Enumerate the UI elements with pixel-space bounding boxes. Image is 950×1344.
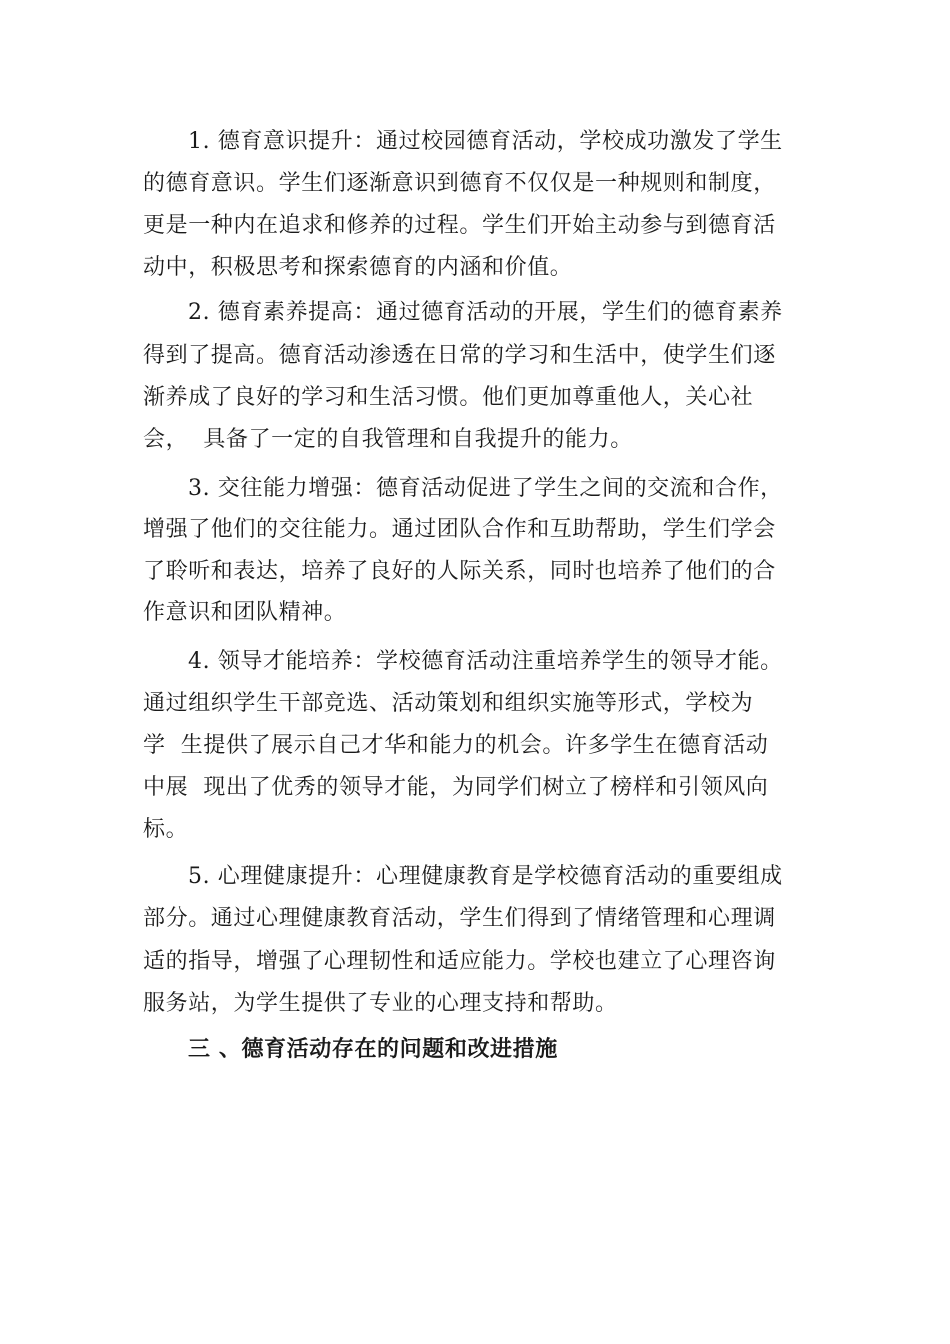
paragraph-line: 3. 交往能力增强：德育活动促进了学生之间的交流和合作，: [188, 476, 783, 501]
paragraph-line: 的德育意识。学生们逐渐意识到德育不仅仅是一种规则和制度，: [143, 171, 776, 196]
paragraph-line: 了聆听和表达，培养了良好的人际关系，同时也培养了他们的合: [143, 559, 776, 584]
paragraph-line: 服务站，为学生提供了专业的心理支持和帮助。: [143, 991, 618, 1016]
paragraph-line: 通过组织学生干部竞选、活动策划和组织实施等形式，学校为: [143, 691, 754, 716]
paragraph-line: 4. 领导才能培养：学校德育活动注重培养学生的领导才能。: [188, 649, 783, 674]
paragraph-line: 增强了他们的交往能力。通过团队合作和互助帮助，学生们学会: [143, 517, 776, 542]
paragraph-line: 部分。通过心理健康教育活动，学生们得到了情绪管理和心理调: [143, 906, 776, 931]
paragraph-line: 5. 心理健康提升：心理健康教育是学校德育活动的重要组成: [188, 864, 783, 889]
paragraph-line: 渐养成了良好的学习和生活习惯。他们更加尊重他人，关心社: [143, 385, 754, 410]
paragraph-line: 中展 现出了优秀的领导才能，为同学们树立了榜样和引领风向: [143, 775, 769, 800]
paragraph-line: 适的指导，增强了心理韧性和适应能力。学校也建立了心理咨询: [143, 949, 776, 974]
paragraph-line: 动中，积极思考和探索德育的内涵和价值。: [143, 255, 573, 280]
paragraph-line: 2. 德育素养提高：通过德育活动的开展，学生们的德育素养: [188, 300, 783, 325]
section-heading: 三 、德育活动存在的问题和改进措施: [188, 1037, 558, 1062]
paragraph-line: 会， 具备了一定的自我管理和自我提升的能力。: [143, 427, 633, 452]
paragraph-line: 标。: [143, 817, 189, 842]
paragraph-line: 学 生提供了展示自己才华和能力的机会。许多学生在德育活动: [143, 733, 769, 758]
paragraph-line: 作意识和团队精神。: [143, 600, 347, 625]
paragraph-line: 更是一种内在追求和修养的过程。学生们开始主动参与到德育活: [143, 213, 776, 238]
paragraph-line: 得到了提高。德育活动渗透在日常的学习和生活中，使学生们逐: [143, 343, 776, 368]
paragraph-line: 1. 德育意识提升：通过校园德育活动，学校成功激发了学生: [188, 129, 783, 154]
